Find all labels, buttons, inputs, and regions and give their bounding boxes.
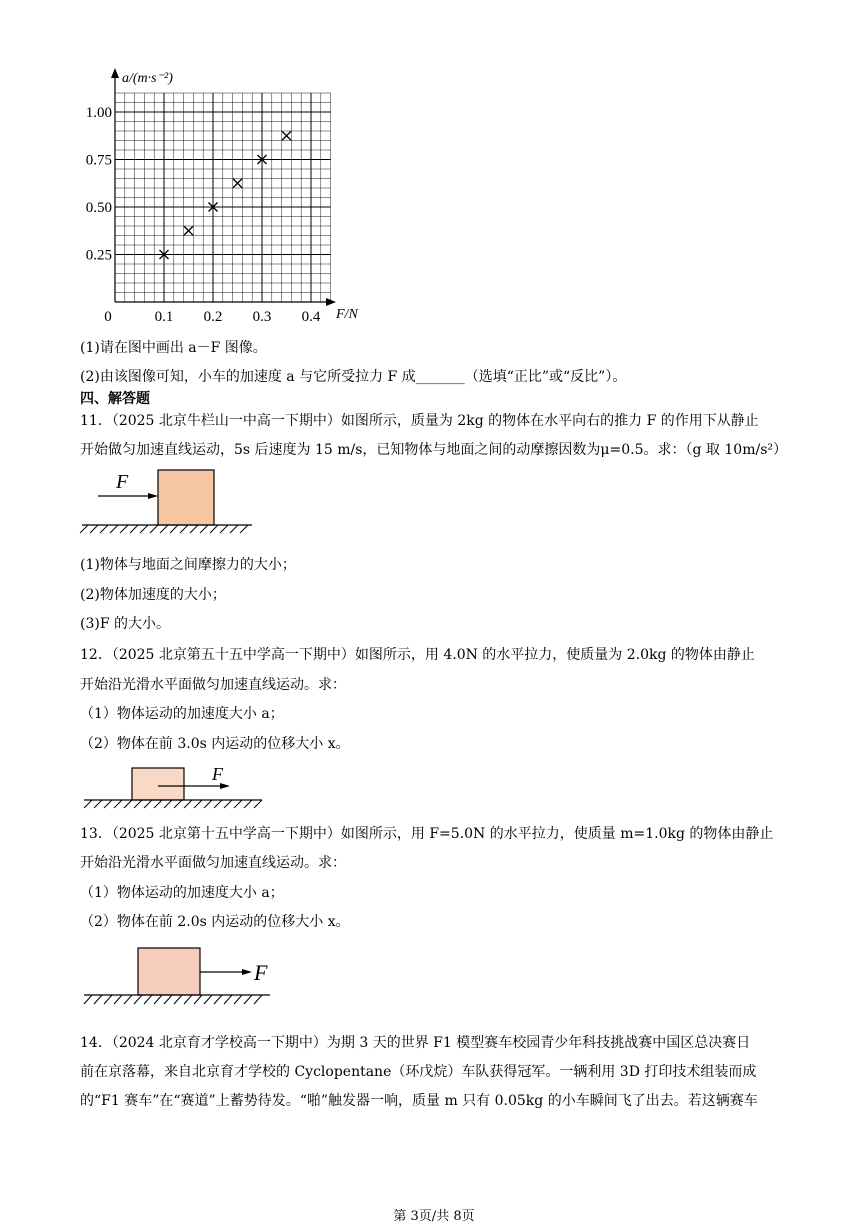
force-label: F [254, 960, 268, 985]
q14-line2: 前在京落幕，来自北京育才学校的 Cyclopentane（环戊烷）车队获得冠军。一辆利用 3D 打印技术组装而成 [80, 1064, 757, 1080]
q11-line2: 开始做匀加速直线运动，5s 后速度为 15 m/s，已知物体与地面之间的动摩擦因数为μ=0.5。求：（g 取 10m/s²） [80, 442, 787, 458]
x-tick-label: 0.2 [203, 309, 223, 325]
pull-arrowhead [242, 969, 252, 975]
a-F-graph [70, 62, 370, 332]
y-tick-label: 0.75 [85, 152, 112, 169]
q14-line1: 14．（2024 北京育才学校高一下期中）为期 3 天的世界 F1 模型赛车校园青少年科技挑战赛中国区总决赛日 [80, 1035, 751, 1051]
q12-figure [80, 760, 270, 812]
ground-hatch [84, 995, 262, 1004]
data-point [282, 131, 291, 140]
grid [115, 93, 331, 302]
y-tick-labels [86, 105, 112, 264]
force-label: F [116, 471, 129, 493]
y-tick-label: 0.50 [85, 200, 112, 216]
q11-sub2: (2)物体加速度的大小； [80, 587, 226, 603]
q12-sub1: （1）物体运动的加速度大小 a； [80, 706, 284, 722]
x-axis-arrow [326, 298, 336, 306]
q13-sub2: （2）物体在前 2.0s 内运动的位移大小 x。 [80, 914, 350, 930]
q13-sub1: （1）物体运动的加速度大小 a； [80, 885, 284, 901]
q10-part2: (2)由该图像可知，小车的加速度 a 与它所受拉力 F 成_______（选填“正比”或“反比”）。 [80, 369, 627, 385]
block [132, 768, 184, 800]
ground-hatch [84, 800, 262, 808]
data-points [160, 131, 292, 259]
x-tick-label: 0.1 [154, 309, 174, 325]
q11-line1: 11．（2025 北京牛栏山一中高一下期中）如图所示，质量为 2kg 的物体在水平向右的推力 F 的作用下从静止 [80, 413, 759, 429]
x-axis-label: F/N [336, 307, 358, 322]
data-point [184, 226, 193, 235]
x-tick-label: 0.3 [252, 309, 272, 325]
q13-line1: 13．（2025 北京第十五中学高一下期中）如图所示，用 F=5.0N 的水平拉力，使质量 m=1.0kg 的物体由静止 [80, 826, 774, 842]
q12-line2: 开始沿光滑水平面做匀加速直线运动。求： [80, 677, 346, 693]
q13-line2: 开始沿光滑水平面做匀加速直线运动。求： [80, 855, 346, 871]
block [158, 470, 214, 525]
q11-sub3: (3)F 的大小。 [80, 616, 170, 632]
q12-sub2: （2）物体在前 3.0s 内运动的位移大小 x。 [80, 736, 350, 752]
x-tick-labels [104, 309, 321, 325]
q14-line3: 的“F1 赛车”在“赛道”上蓄势待发。“啪”触发器一响，质量 m 只有 0.05kg 的小车瞬间飞了出去。若这辆赛车 [80, 1093, 758, 1109]
x-tick-label: 0 [104, 309, 112, 325]
page-footer: 第 3页/共 8页 [393, 1209, 475, 1224]
q13-figure [80, 942, 280, 1012]
y-tick-label: 1.00 [85, 105, 112, 121]
x-tick-label: 0.4 [301, 309, 321, 325]
q11-sub1: (1)物体与地面之间摩擦力的大小； [80, 557, 296, 573]
y-axis-arrow [111, 68, 119, 78]
q11-figure [78, 468, 258, 540]
q12-line1: 12．（2025 北京第五十五中学高一下期中）如图所示，用 4.0N 的水平拉力，使质量为 2.0kg 的物体由静止 [80, 647, 755, 663]
force-label: F [212, 764, 223, 784]
ground-hatch [80, 525, 248, 533]
data-point [233, 179, 242, 188]
block [138, 948, 200, 995]
y-tick-label: 0.25 [85, 247, 112, 264]
section-title: 四、解答题 [80, 391, 150, 407]
push-arrowhead [148, 493, 158, 499]
q10-part1: (1)请在图中画出 a－F 图像。 [80, 340, 267, 356]
y-axis-label: a/(m·s⁻²) [122, 71, 173, 86]
